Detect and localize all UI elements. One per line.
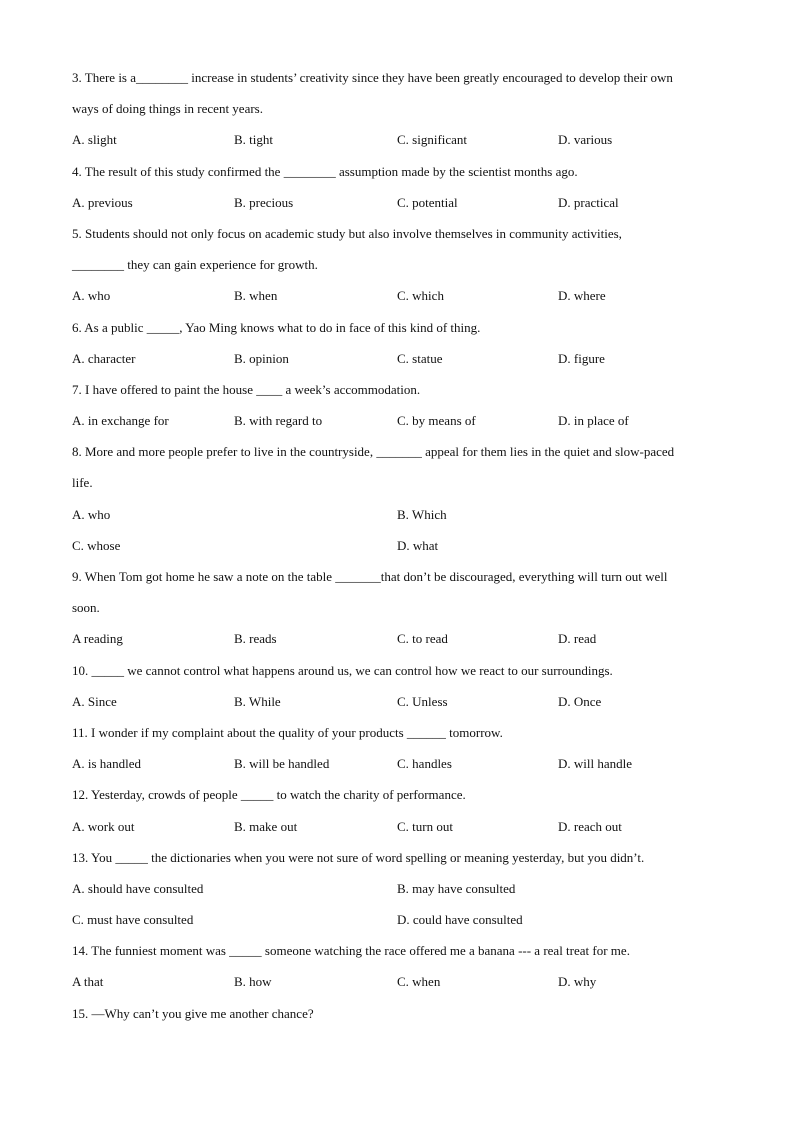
question-7-option-a: A. in exchange for — [72, 413, 169, 429]
question-13-options-row-2 — [72, 904, 732, 935]
question-13-option-d: D. could have consulted — [397, 912, 523, 928]
question-11-options — [72, 748, 732, 779]
question-10-options — [72, 686, 732, 717]
question-8-option-b: B. Which — [397, 506, 447, 522]
question-6-options — [72, 343, 732, 374]
question-14-option-d: D. why — [558, 974, 597, 990]
question-13-option-b: B. may have consulted — [397, 880, 516, 896]
question-3-option-b: B. tight — [234, 132, 274, 148]
question-14-options — [72, 966, 732, 997]
question-5-options — [72, 280, 732, 311]
question-11-option-a: A. is handled — [72, 756, 141, 772]
question-15-stem: 15. —Why can’t you give me another chance? — [72, 1005, 314, 1021]
question-8-option-a: A. who — [72, 506, 111, 522]
question-8-stem-line-1: 8. More and more people prefer to live in the countryside, _______ appeal for them lies in the quiet and slow-paced — [72, 444, 675, 460]
question-12-option-b: B. make out — [234, 818, 298, 834]
question-10-option-a: A. Since — [72, 693, 117, 709]
question-7-option-b: B. with regard to — [234, 413, 323, 429]
question-8-option-c: C. whose — [72, 537, 121, 553]
question-9-options — [72, 623, 732, 654]
question-14-option-b: B. how — [234, 974, 272, 990]
question-7-stem: 7. I have offered to paint the house ____ a week’s accommodation. — [72, 381, 421, 397]
question-7-option-d: D. in place of — [558, 413, 629, 429]
question-4-option-c: C. potential — [397, 194, 458, 210]
question-11-option-c: C. handles — [397, 756, 452, 772]
question-8-options-row-2 — [72, 530, 732, 561]
question-13-option-c: C. must have consulted — [72, 912, 194, 928]
question-13-stem: 13. You _____ the dictionaries when you were not sure of word spelling or meaning yesterday, but you didn’t. — [72, 849, 645, 865]
question-9-option-d: D. read — [558, 631, 597, 647]
question-8-options-row-1 — [72, 499, 732, 530]
question-6-stem: 6. As a public _____, Yao Ming knows what to do in face of this kind of thing. — [72, 319, 481, 335]
question-14-stem: 14. The funniest moment was _____ someone watching the race offered me a banana --- a real treat for me. — [72, 943, 630, 959]
question-11-stem: 11. I wonder if my complaint about the quality of your products ______ tomorrow. — [72, 724, 503, 740]
question-8-option-d: D. what — [397, 537, 439, 553]
question-4-options — [72, 187, 732, 218]
question-10-option-d: D. Once — [558, 693, 602, 709]
question-5-stem-line-1: 5. Students should not only focus on academic study but also involve themselves in community activities, — [72, 225, 622, 241]
question-3-options — [72, 124, 732, 155]
question-9-stem-line-2: soon. — [72, 600, 100, 616]
question-5-option-b: B. when — [234, 288, 278, 304]
question-9-stem-line-1: 9. When Tom got home he saw a note on the table _______that don’t be discouraged, everything will turn out well — [72, 569, 668, 584]
question-9-option-b: B. reads — [234, 631, 277, 647]
question-5-option-d: D. where — [558, 288, 606, 304]
question-11-option-d: D. will handle — [558, 756, 633, 772]
question-11-option-b: B. will be handled — [234, 756, 330, 772]
question-4-stem: 4. The result of this study confirmed the ________ assumption made by the scientist months ago. — [72, 163, 578, 179]
question-9-option-a: A reading — [72, 631, 123, 647]
question-4-option-b: B. precious — [234, 194, 294, 210]
question-7-option-c: C. by means of — [397, 413, 476, 429]
question-3-option-d: D. various — [558, 132, 613, 148]
question-4-option-d: D. practical — [558, 194, 619, 210]
question-12-options — [72, 811, 732, 842]
question-12-option-c: C. turn out — [397, 818, 453, 834]
question-8-stem-line-2: life. — [72, 475, 93, 491]
question-5-stem-line-2: ________ they can gain experience for growth. — [72, 257, 318, 273]
question-7-options — [72, 405, 732, 436]
question-3-option-a: A. slight — [72, 132, 117, 148]
question-14-option-c: C. when — [397, 974, 441, 990]
question-6-option-d: D. figure — [558, 350, 605, 366]
question-12-option-d: D. reach out — [558, 818, 622, 834]
question-13-option-a: A. should have consulted — [72, 880, 204, 896]
question-3-stem-line-2: ways of doing things in recent years. — [72, 101, 263, 117]
question-9-option-c: C. to read — [397, 631, 448, 647]
question-10-option-c: C. Unless — [397, 693, 448, 709]
question-6-option-a: A. character — [72, 350, 136, 366]
question-4-option-a: A. previous — [72, 194, 133, 210]
question-12-option-a: A. work out — [72, 818, 135, 834]
question-3-stem-line-1: 3. There is a________ increase in students’ creativity since they have been greatly encouraged to develop their own — [72, 70, 673, 85]
question-12-stem: 12. Yesterday, crowds of people _____ to watch the charity of performance. — [72, 787, 466, 803]
question-6-option-c: C. statue — [397, 350, 443, 366]
question-10-option-b: B. While — [234, 693, 281, 709]
question-10-stem: 10. _____ we cannot control what happens around us, we can control how we react to our surroundings. — [72, 662, 613, 678]
question-14-option-a: A that — [72, 974, 104, 990]
exam-page — [72, 62, 732, 1029]
question-13-options-row-1 — [72, 873, 732, 904]
question-5-option-c: C. which — [397, 288, 444, 304]
question-6-option-b: B. opinion — [234, 350, 289, 366]
question-5-option-a: A. who — [72, 288, 111, 304]
question-3-option-c: C. significant — [397, 132, 468, 148]
